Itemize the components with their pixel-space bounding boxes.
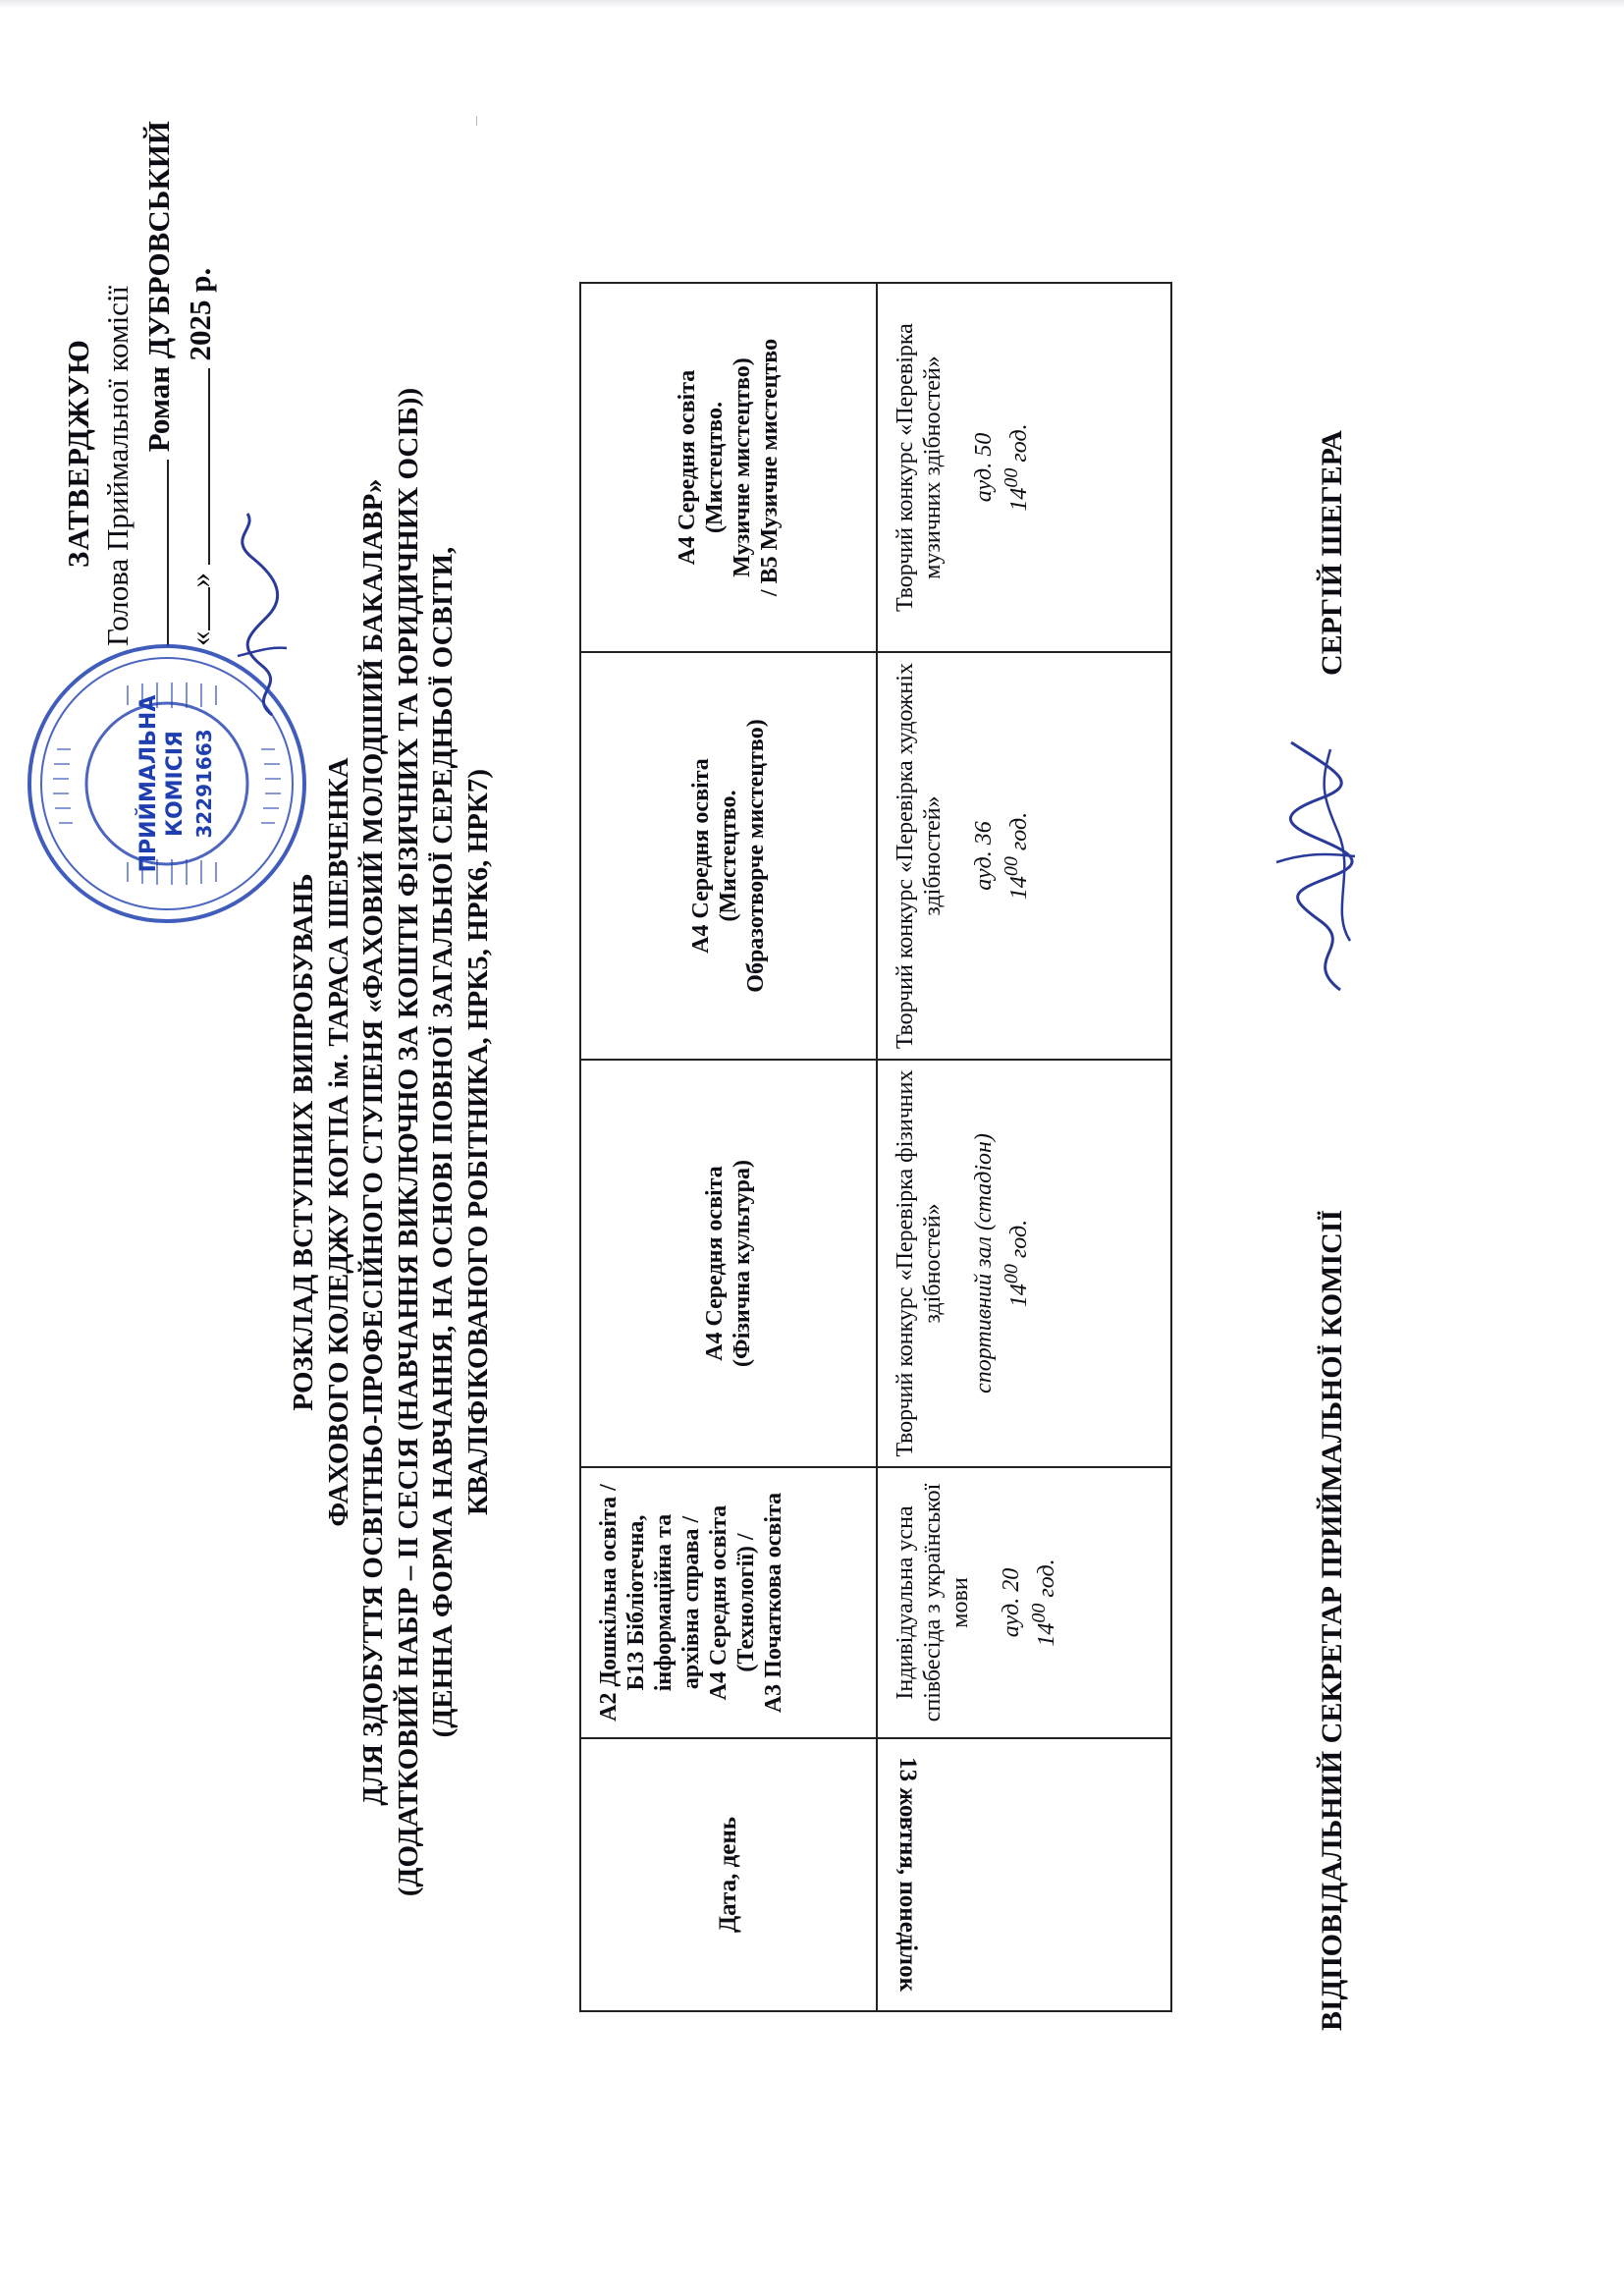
exam-name: Індивідуальна усна співбесіда з української мови xyxy=(893,1483,973,1722)
secretary-signature xyxy=(1262,735,1370,1000)
exam-name: Творчий конкурс «Перевірка музичних здібностей» xyxy=(893,323,946,612)
header-line: А4 Середня освіта (Технології) / xyxy=(706,1504,759,1701)
exam-room: ауд. 20 xyxy=(999,1567,1024,1638)
title-line-1: РОЗКЛАД ВСТУПНИХ ВИПРОБУВАНЬ xyxy=(288,873,319,1411)
date-value: 13 жовтня, понеділок xyxy=(894,1757,921,1993)
time-suffix: год. xyxy=(1006,811,1032,857)
approval-date-open-quote: « xyxy=(183,630,217,646)
header-specialty-3 xyxy=(580,652,877,1060)
approval-name-line xyxy=(137,18,179,646)
exam-name: Творчий конкурс «Перевірка фізичних здібностей» xyxy=(893,1069,946,1457)
approval-position: Голова Приймальної комісії xyxy=(100,285,135,646)
exam-time xyxy=(998,661,1033,1051)
exam-room: ауд. 50 xyxy=(971,432,997,503)
official-stamp xyxy=(20,636,314,931)
title-line-2: ФАХОВОГО КОЛЕДЖУ КОГПА ім. ТАРАСА ШЕВЧЕНКА xyxy=(322,757,354,1527)
header-line: (Мистецтво. xyxy=(716,790,741,922)
table-header-row xyxy=(580,283,877,2011)
header-line: (Мистецтво. xyxy=(702,402,728,533)
approval-date-line xyxy=(179,18,220,646)
time-minutes: 00 xyxy=(1001,1264,1022,1285)
approval-block xyxy=(59,18,220,646)
header-line: Б13 Бібліотечна, інформаційна та архівна справа / xyxy=(623,1513,704,1692)
document-title xyxy=(287,185,496,2100)
exam-time xyxy=(998,1068,1033,1458)
header-specialty-4 xyxy=(580,283,877,652)
time-minutes: 00 xyxy=(1028,1603,1050,1623)
header-date-day: Дата, день xyxy=(580,1738,877,2011)
time-minutes: 00 xyxy=(1001,856,1022,877)
stamp-text-mid: КОМІСІЯ xyxy=(163,730,188,838)
stamp-code: 32291663 xyxy=(192,729,216,839)
secretary-role: ВІДПОВІДАЛЬНИЙ СЕКРЕТАР ПРИЙМАЛЬНОЇ КОМІСІЇ xyxy=(1316,1209,1348,2031)
time-hour: 14 xyxy=(1006,487,1032,512)
title-line-5: (ДЕННА ФОРМА НАВЧАННЯ, НА ОСНОВІ ПОВНОЇ ЗАГАЛЬНОЇ СЕРЕДНЬОЇ ОСВІТИ, xyxy=(427,546,459,1738)
exam-room: спортивний зал (стадіон) xyxy=(971,1133,997,1394)
header-specialty-2 xyxy=(580,1060,877,1467)
table-row xyxy=(877,283,1171,2011)
time-hour: 14 xyxy=(1006,876,1032,901)
header-line: (Фізична культура) xyxy=(730,1159,755,1368)
time-suffix: год. xyxy=(1006,423,1032,468)
header-specialty-1 xyxy=(580,1467,877,1738)
approval-date-close-quote: » xyxy=(183,573,217,588)
date-cell xyxy=(877,1738,1171,2011)
header-line: Образотворче мистецтво) xyxy=(743,719,769,993)
exam-cell-3 xyxy=(877,652,1171,1060)
approval-signature-underline xyxy=(137,460,169,646)
header-line: А4 Середня освіта xyxy=(702,1166,728,1361)
time-hour: 14 xyxy=(1006,1284,1032,1308)
exam-room: ауд. 36 xyxy=(971,821,997,891)
exam-cell-2 xyxy=(877,1060,1171,1467)
approval-day-underline xyxy=(179,588,210,631)
time-suffix: год. xyxy=(1034,1558,1059,1604)
header-line: / В5 Музичне мистецтво xyxy=(757,338,783,597)
approval-name: Роман ДУБРОВСЬКИЙ xyxy=(141,121,176,453)
exam-cell-4 xyxy=(877,283,1171,652)
exam-name: Творчий конкурс «Перевірка художніх здібностей» xyxy=(893,663,946,1049)
schedule-table xyxy=(579,282,1172,2012)
approval-year: 2025 р. xyxy=(183,267,217,361)
header-line: Музичне мистецтво) xyxy=(730,357,755,577)
header-line: А4 Середня освіта xyxy=(675,369,700,566)
header-line: А4 Середня освіта xyxy=(688,758,714,954)
title-line-4: (ДОДАТКОВИЙ НАБІР – ІІ СЕСІЯ (НАВЧАННЯ ВИКЛЮЧНО ЗА КОШТИ ФІЗИЧНИХ ТА ЮРИДИЧНИХ ОСІБ)) xyxy=(392,387,424,1897)
approval-month-underline xyxy=(179,368,210,565)
title-line-3: ДЛЯ ЗДОБУТТЯ ОСВІТНЬО-ПРОФЕСІЙНОГО СТУПЕНЯ «ФАХОВИЙ МОЛОДШИЙ БАКАЛАВР» xyxy=(357,478,389,1806)
exam-cell-1 xyxy=(877,1467,1171,1738)
header-line: А3 Початкова освіта xyxy=(761,1492,786,1714)
secretary-name: СЕРГІЙ ШЕГЕРА xyxy=(1316,430,1348,676)
exam-time xyxy=(1025,1476,1060,1729)
header-line: А2 Дошкільна освіта / xyxy=(596,1484,622,1722)
exam-time xyxy=(998,292,1033,643)
time-minutes: 00 xyxy=(1001,467,1022,488)
time-hour: 14 xyxy=(1034,1622,1059,1647)
time-suffix: год. xyxy=(1006,1219,1032,1265)
stamp-text-top: ПРИЙМАЛЬНА xyxy=(136,694,161,873)
approval-heading: ЗАТВЕРДЖУЮ xyxy=(61,339,95,568)
title-line-6: КВАЛІФІКОВАНОГО РОБІТНИКА, НРК5, НРК6, НРК7) xyxy=(461,768,494,1516)
